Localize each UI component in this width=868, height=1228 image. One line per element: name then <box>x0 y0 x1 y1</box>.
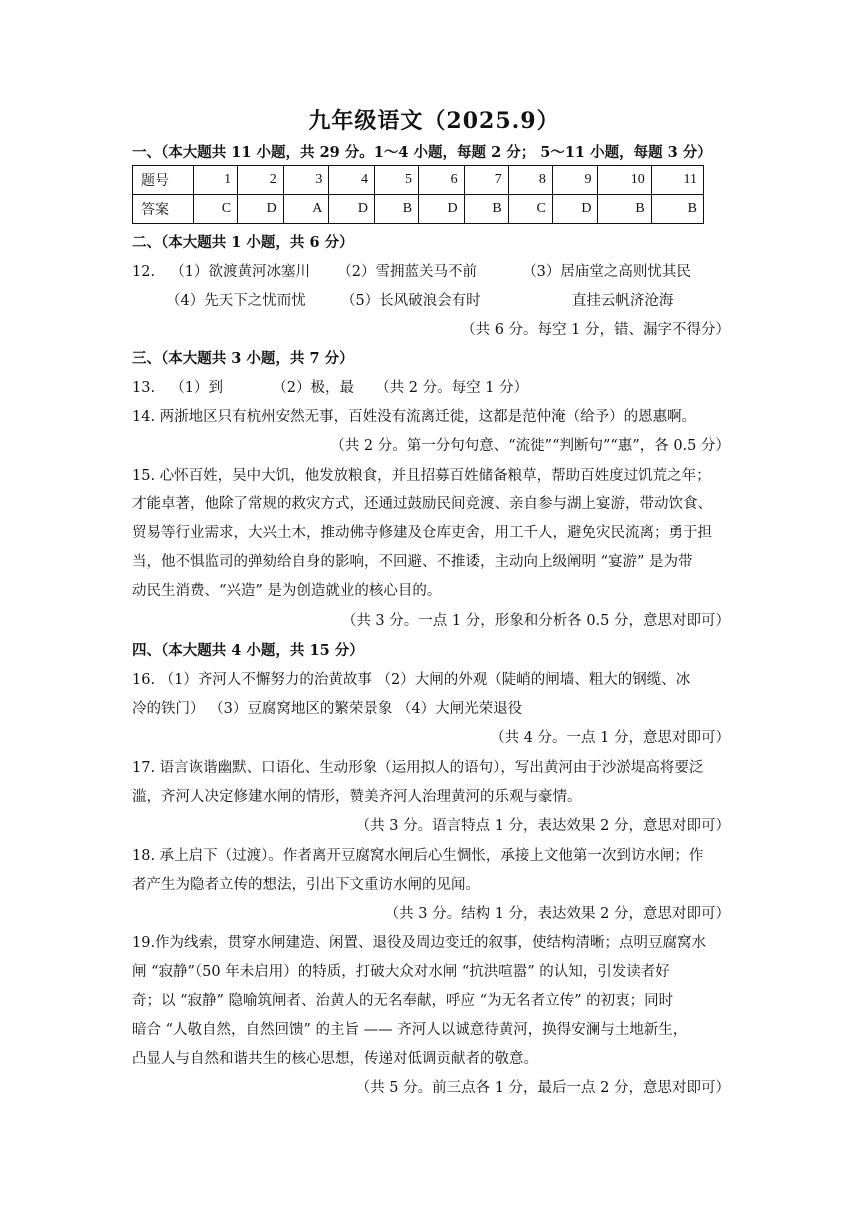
table-cell: D <box>329 195 375 224</box>
q12-item-6: 直挂云帆济沧海 <box>571 293 674 309</box>
table-cell: 5 <box>374 166 418 195</box>
table-cell: 11 <box>651 166 703 195</box>
q19-line-1: 19.作为线索，贯穿水闸建造、闲置、退役及周边变迁的叙事，使结构清晰；点明豆腐窝水 <box>132 935 707 951</box>
q12-item-2: （2）雪拥蓝关马不前 <box>337 264 477 280</box>
table-cell: D <box>419 195 465 224</box>
q18-line-1: 18. 承上启下（过渡）。作者离开豆腐窝水闸后心生惆怅，承接上文他第一次到访水闸；作 <box>132 848 704 864</box>
q14-line: 14. 两浙地区只有杭州安然无事，百姓没有流离迁徙，这都是范仲淹（给予）的恩惠啊。 <box>132 409 697 425</box>
table-cell: 7 <box>464 166 508 195</box>
q13-scoring-note: （共 2 分。每空 1 分） <box>375 380 529 396</box>
q15-line-5: 动民生消费、“兴造” 是为创造就业的核心目的。 <box>132 583 442 599</box>
section-1-heading: 一、（本大题共 11 小题，共 29 分。1～4 小题，每题 2 分； 5～11 小题，每题 3 分） <box>132 144 712 161</box>
question-number: 13. <box>132 380 156 396</box>
question-number: 12. <box>132 264 156 280</box>
table-cell: C <box>194 195 238 224</box>
page-title: 九年级语文（2025.9） <box>308 108 560 134</box>
table-cell: 9 <box>552 166 598 195</box>
q18-scoring-note: （共 3 分。结构 1 分，表达效果 2 分，意思对即可） <box>384 906 730 922</box>
q15-line-3: 贸易等行业需求，大兴土木，推动佛寺修建及仓库吏舍，用工千人，避免灾民流离；勇于担 <box>132 525 712 541</box>
q15-line-2: 才能卓著，他除了常规的救灾方式，还通过鼓励民间竞渡、亲自参与湖上宴游，带动饮食、 <box>132 496 712 512</box>
table-row <box>133 195 704 224</box>
table-cell: D <box>552 195 598 224</box>
answer-table <box>132 165 704 224</box>
table-cell: 4 <box>329 166 375 195</box>
q16-line-1: 16. （1）齐河人不懈努力的治黄故事 （2）大闸的外观（陡峭的闸墙、粗大的钢缆、冰 <box>132 672 691 688</box>
table-cell: 3 <box>283 166 329 195</box>
q12-item-5: （5）长风破浪会有时 <box>340 293 481 309</box>
table-cell: C <box>508 195 552 224</box>
table-cell: 6 <box>419 166 465 195</box>
section-3-heading: 三、（本大题共 3 小题，共 7 分） <box>132 350 354 367</box>
row-label-answer: 答案 <box>133 195 194 224</box>
q12-line-2 <box>166 291 673 311</box>
q19-line-3: 奇；以 “寂静” 隐喻筑闸者、治黄人的无名奉献，呼应 “为无名者立传” 的初衷；同时 <box>132 993 674 1009</box>
q19-scoring-note: （共 5 分。前三点各 1 分，最后一点 2 分，意思对即可） <box>355 1080 730 1096</box>
table-cell: 2 <box>238 166 284 195</box>
q15-scoring-note: （共 3 分。一点 1 分，形象和分析各 0.5 分，意思对即可） <box>341 613 730 629</box>
q12-item-3: （3）居庙堂之高则忧其民 <box>522 264 691 280</box>
table-cell: B <box>598 195 651 224</box>
row-label-number: 题号 <box>133 166 194 195</box>
table-row <box>133 166 704 195</box>
q15-line-4: 当，他不惧监司的弹劾给自身的影响，不回避、不推诿，主动向上级阐明 “宴游” 是为带 <box>132 554 693 570</box>
table-cell: A <box>283 195 329 224</box>
q16-scoring-note: （共 4 分。一点 1 分，意思对即可） <box>490 730 730 746</box>
q16-line-2: 冷的铁门） （3）豆腐窝地区的繁荣景象 （4）大闸光荣退役 <box>132 701 523 717</box>
section-2-heading: 二、（本大题共 1 小题，共 6 分） <box>132 234 354 251</box>
table-cell: B <box>651 195 703 224</box>
table-cell: 10 <box>598 166 651 195</box>
section-4-heading: 四、（本大题共 4 小题，共 15 分） <box>132 642 364 659</box>
q12-scoring-note: （共 6 分。每空 1 分，错、漏字不得分） <box>461 322 730 338</box>
table-cell: B <box>464 195 508 224</box>
q19-line-4: 暗合 “人敬自然，自然回馈” 的主旨 —— 齐河人以诚意待黄河，换得安澜与土地新生， <box>132 1022 688 1038</box>
q13-answer-2: （2）极，最 <box>272 380 354 396</box>
table-cell: D <box>238 195 284 224</box>
q12-item-4: （4）先天下之忧而忧 <box>166 293 306 309</box>
table-cell: 8 <box>508 166 552 195</box>
q19-line-5: 凸显人与自然和谐共生的核心思想，传递对低调贡献者的敬意。 <box>132 1051 538 1067</box>
q15-line-1: 15. 心怀百姓，吴中大饥，他发放粮食，并且招募百姓储备粮草，帮助百姓度过饥荒之年； <box>132 468 711 484</box>
q17-line-1: 17. 语言诙谐幽默、口语化、生动形象（运用拟人的语句），写出黄河由于沙淤堤高将要泛 <box>132 760 704 776</box>
q12-line-1 <box>132 262 691 282</box>
table-cell: 1 <box>194 166 238 195</box>
q14-scoring-note: （共 2 分。第一分句句意、“流徙”“判断句”“惠”，各 0.5 分） <box>330 438 730 454</box>
q18-line-2: 者产生为隐者立传的想法，引出下文重访水闸的见闻。 <box>132 877 480 893</box>
q17-line-2: 滥，齐河人决定修建水闸的情形，赞美齐河人治理黄河的乐观与豪情。 <box>132 789 582 805</box>
q19-line-2: 闸 “寂静”（50 年未启用）的特质，打破大众对水闸 “抗洪喧嚣” 的认知，引发读者好 <box>132 964 670 980</box>
table-cell: B <box>374 195 418 224</box>
q13-answer-1: （1）到 <box>170 380 224 396</box>
q13-line <box>132 378 528 398</box>
q17-scoring-note: （共 3 分。语言特点 1 分，表达效果 2 分，意思对即可） <box>355 818 730 834</box>
q12-item-1: （1）欲渡黄河冰塞川 <box>170 264 311 280</box>
